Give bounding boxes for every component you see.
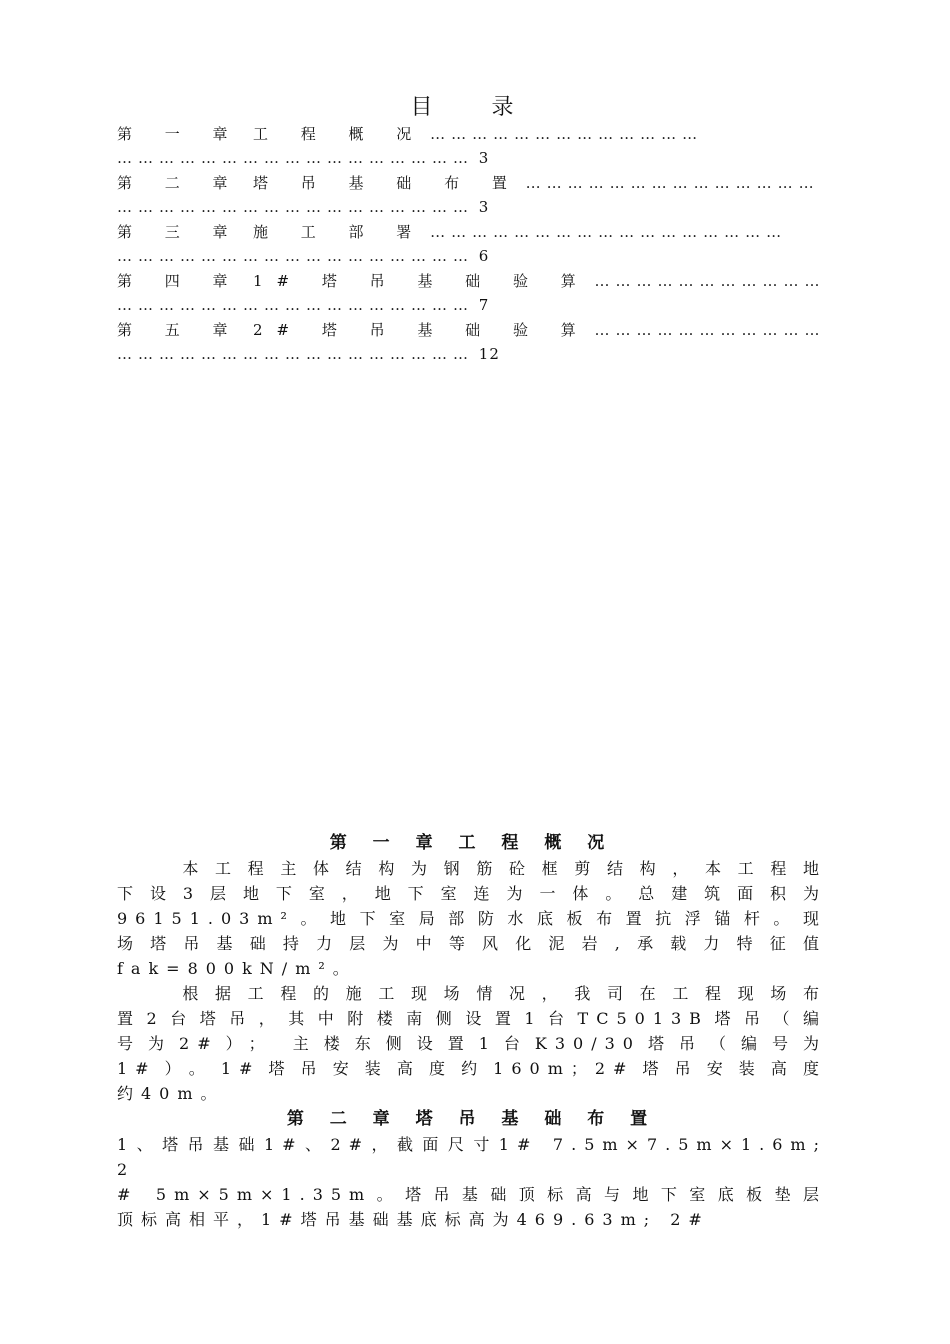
toc-leader: ……………………………………………: [117, 296, 474, 314]
paragraph-line: # 5m×5m×1.35m。塔吊基础顶标高与地下室底板垫层: [117, 1185, 827, 1204]
toc-title: 目 录: [410, 95, 540, 120]
paragraph-line: 96151.03m²。地下室局部防水底板布置抗浮锚杆。现: [117, 909, 827, 928]
toc-leader: ……………………………………: [525, 174, 820, 192]
toc-leader: ……………………………………………: [117, 198, 474, 216]
paragraph-line: 本工程主体结构为钢筋砼框剪结构，本工程地: [117, 859, 827, 878]
chapter-heading: 第 二 章 塔 吊 基 础 布 置: [286, 1109, 658, 1129]
toc-chapter-name: 施 工 部 署: [253, 223, 426, 241]
toc-chapter-label: 第 五 章: [117, 321, 242, 339]
paragraph-line: 约40m。: [117, 1084, 225, 1103]
chapter-heading: 第 一 章 工 程 概 况: [329, 833, 615, 853]
paragraph-line: 顶标高相平，1#塔吊基础基底标高为469.63m; 2#: [117, 1210, 710, 1229]
paragraph-line: 根据工程的施工现场情况，我司在工程现场布: [117, 984, 827, 1003]
toc-leader: ……………………………: [594, 272, 826, 290]
toc-page-number: 6: [478, 247, 490, 265]
toc-chapter-name: 2# 塔 吊 基 础 验 算: [253, 321, 590, 339]
paragraph-line: 下设3层地下室，地下室连为一体。总建筑面积为: [117, 884, 827, 903]
paragraph-line: 号为2#）； 主楼东侧设置1台K30/30塔吊（编号为: [117, 1034, 827, 1053]
toc-leader: ……………………………………………: [117, 345, 474, 363]
paragraph: [117, 1132, 827, 1232]
toc-chapter-name: 1# 塔 吊 基 础 验 算: [253, 272, 590, 290]
toc-entry[interactable]: [117, 318, 827, 367]
paragraph-line: 场塔吊基础持力层为中等风化泥岩,承载力特征值: [117, 934, 827, 953]
toc-entry[interactable]: [117, 269, 827, 318]
toc-leader: …………………………………: [430, 125, 704, 143]
toc-chapter-label: 第 三 章: [117, 223, 242, 241]
toc-leader: ……………………………: [594, 321, 826, 339]
toc-chapter-label: 第 一 章: [117, 125, 242, 143]
toc-chapter-label: 第 二 章: [117, 174, 242, 192]
toc-page-number: 3: [478, 198, 490, 216]
toc-leader: ……………………………………………: [117, 247, 474, 265]
paragraph-line: 置2台塔吊，其中附楼南侧设置1台TC5013B塔吊（编: [117, 1009, 827, 1028]
toc-chapter-label: 第 四 章: [117, 272, 242, 290]
toc-chapter-name: 工 程 概 况: [253, 125, 426, 143]
toc-page-number: 12: [478, 345, 500, 363]
paragraph-line: fak=800kN/m²。: [117, 959, 357, 978]
table-of-contents: [117, 122, 827, 367]
toc-page-number: 3: [478, 149, 490, 167]
toc-page-number: 7: [478, 296, 490, 314]
paragraph-line: 1、塔吊基础1#、2#，截面尺寸1# 7.5m×7.5m×1.6m; 2: [117, 1135, 827, 1179]
toc-entry[interactable]: [117, 171, 827, 220]
toc-chapter-name: 塔 吊 基 础 布 置: [253, 174, 521, 192]
toc-entry[interactable]: [117, 220, 827, 269]
document-body: [117, 830, 827, 1232]
paragraph-line: 1#）。1#塔吊安装高度约160m；2#塔吊安装高度: [117, 1059, 827, 1078]
paragraph: [117, 856, 827, 981]
toc-leader: ……………………………………………: [117, 149, 474, 167]
toc-entry[interactable]: [117, 122, 827, 171]
toc-leader: ……………………………………………: [430, 223, 788, 241]
paragraph: [117, 981, 827, 1106]
